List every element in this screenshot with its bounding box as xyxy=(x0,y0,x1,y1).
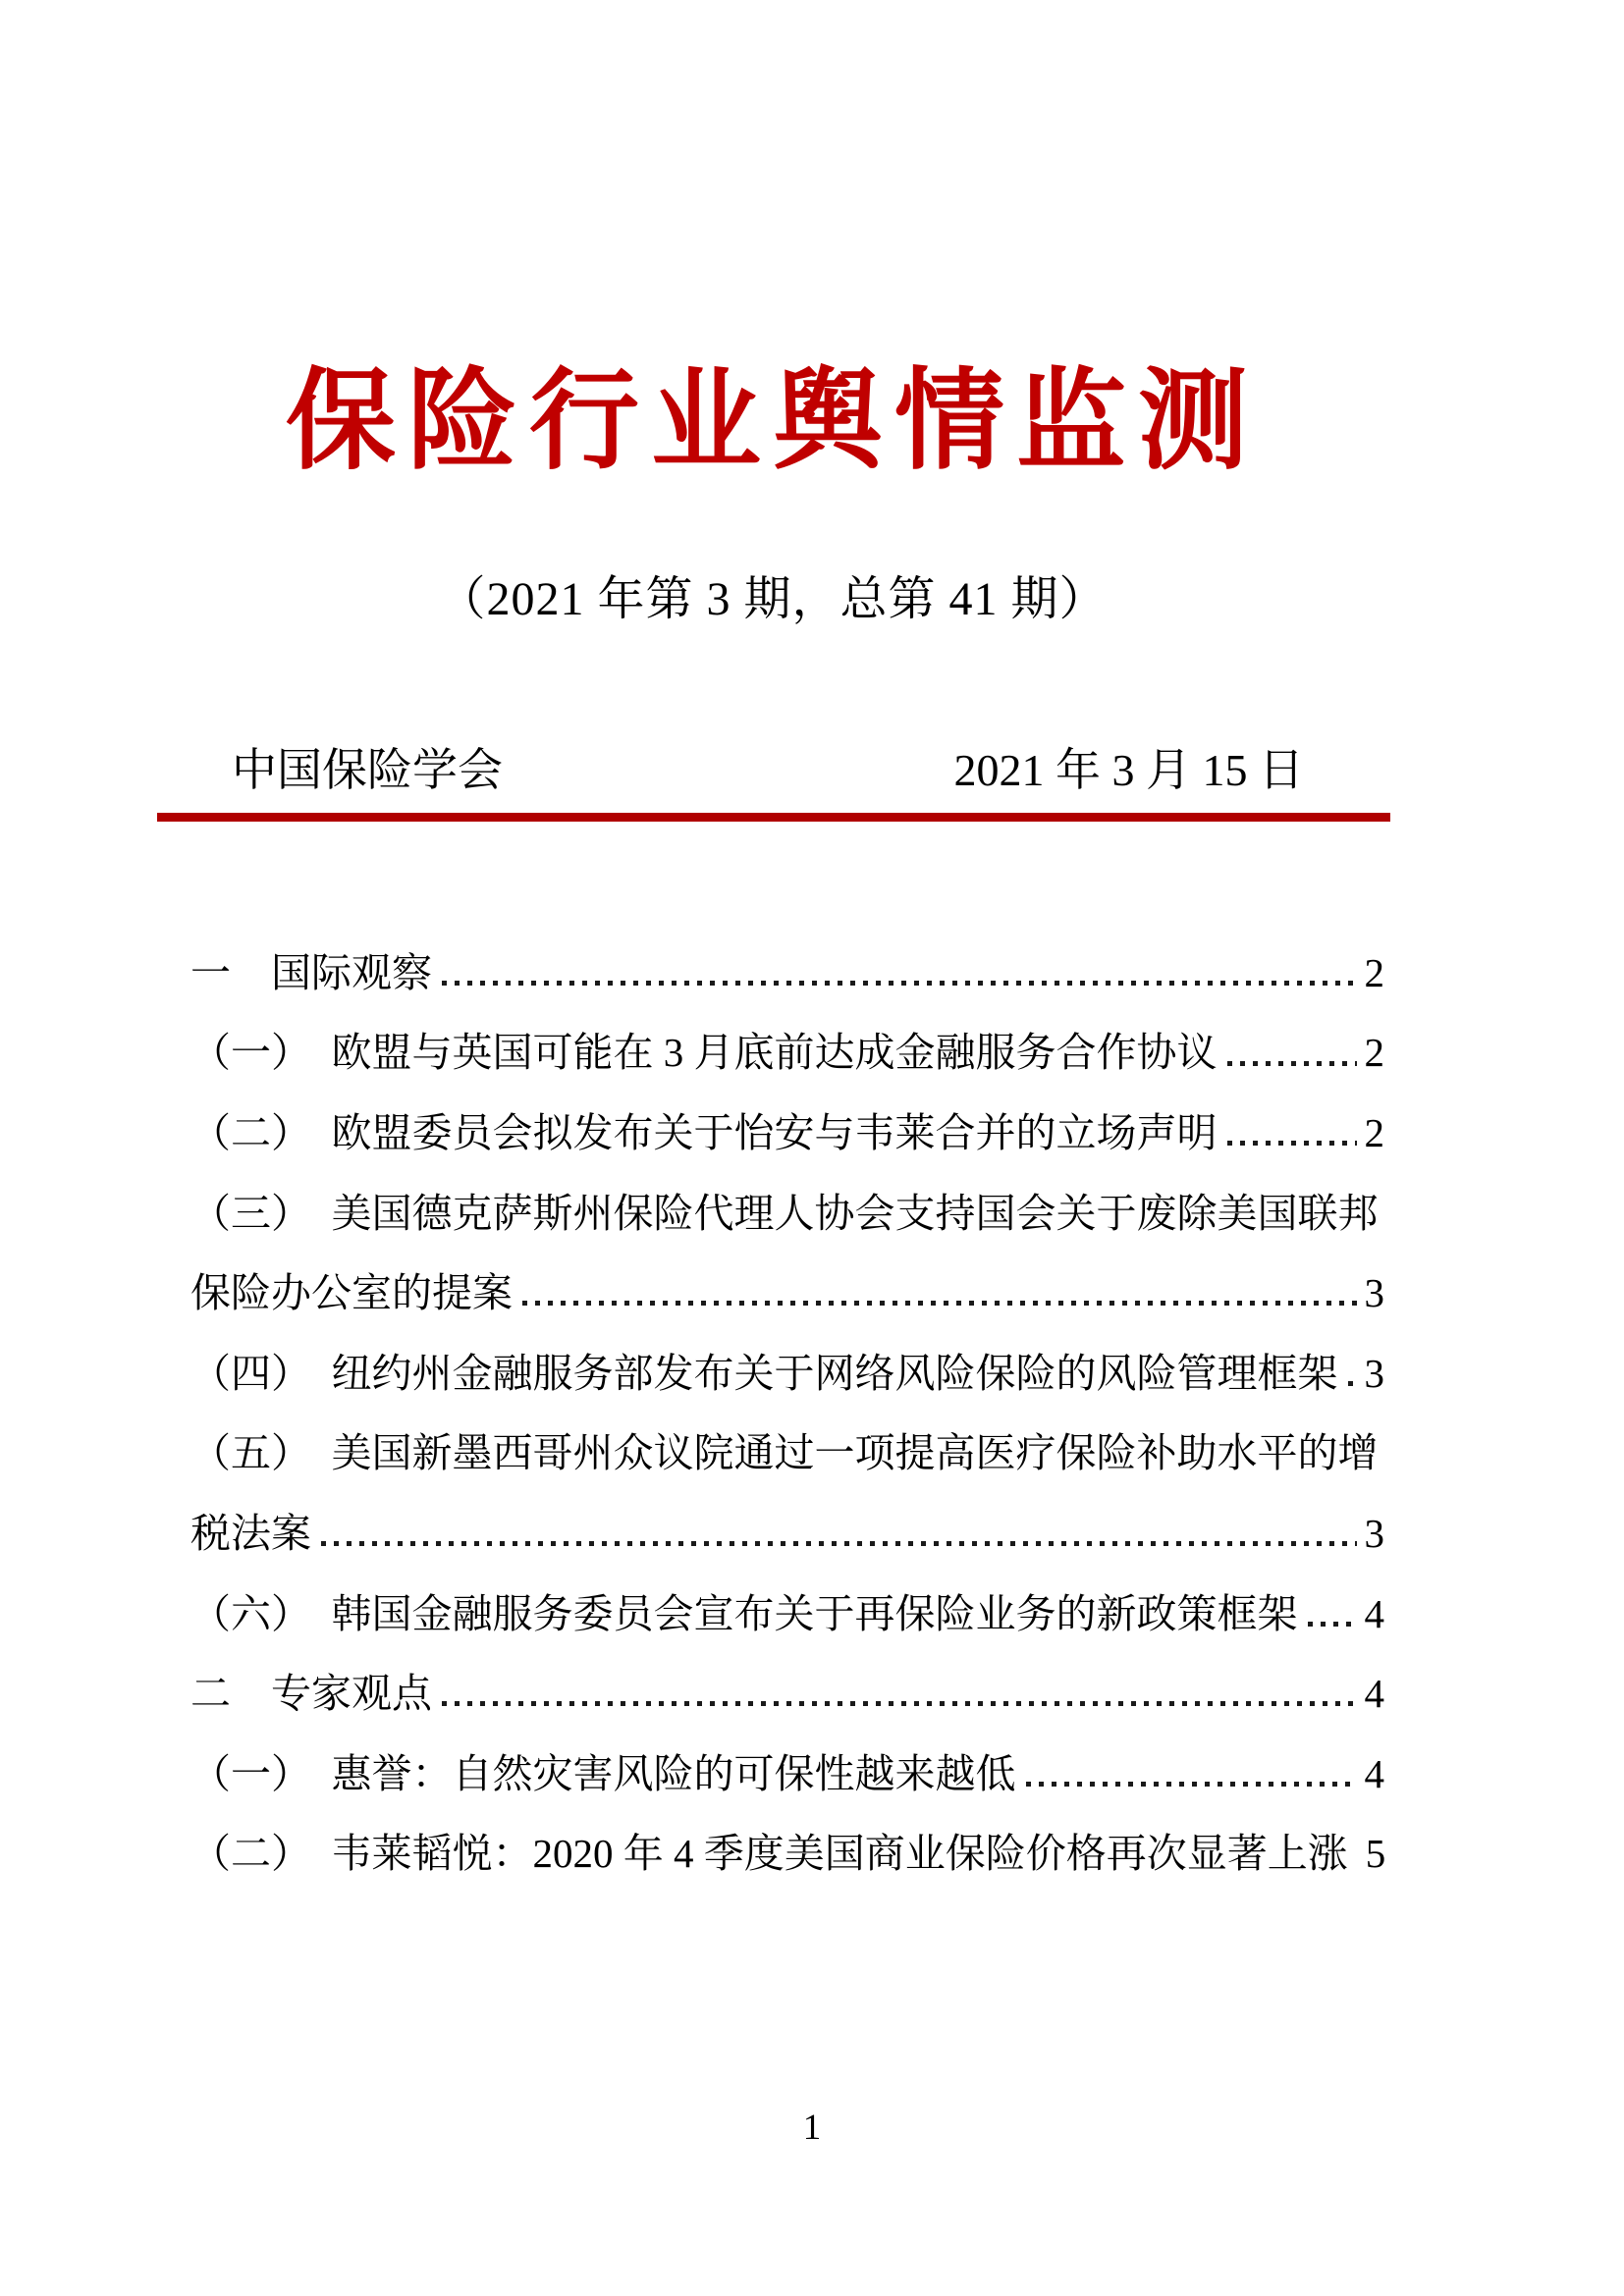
toc-entry-text: （一） 惠誉：自然灾害风险的可保性越来越低 xyxy=(190,1750,1016,1796)
toc-page-number: 2 xyxy=(1364,1030,1384,1076)
toc-entry-text: 二 专家观点 xyxy=(190,1671,432,1717)
table-of-contents xyxy=(190,916,1384,1877)
footer-page-number: 1 xyxy=(802,2108,822,2148)
toc-page-number: 4 xyxy=(1364,1750,1384,1796)
toc-page-number: 3 xyxy=(1364,1270,1384,1316)
toc-entry-text: （三） 美国德克萨斯州保险代理人协会支持国会关于废除美国联邦 xyxy=(190,1190,1379,1236)
toc-page-number: 3 xyxy=(1364,1350,1384,1396)
organization-name: 中国保险学会 xyxy=(232,745,503,796)
toc-page-number: 2 xyxy=(1364,949,1384,995)
toc-leader-dots xyxy=(1026,1782,1357,1787)
toc-entry-text: （二） 韦莱韬悦：2020 年 4 季度美国商业保险价格再次显著上涨 xyxy=(190,1831,1348,1877)
toc-leader-dots xyxy=(1348,1381,1357,1386)
toc-entry-text: （六） 韩国金融服务委员会宣布关于再保险业务的新政策框架 xyxy=(190,1590,1298,1636)
toc-entry-text: （四） 纽约州金融服务部发布关于网络风险保险的风险管理框架 xyxy=(190,1350,1338,1396)
toc-row xyxy=(190,1156,1384,1237)
publisher-row xyxy=(157,745,1388,797)
toc-row xyxy=(190,1316,1384,1397)
toc-entry-text: 保险办公室的提案 xyxy=(190,1270,513,1316)
publish-date: 2021 年 3 月 15 日 xyxy=(953,745,1304,796)
page-title: 保险行业舆情监测 xyxy=(286,361,1260,483)
toc-row xyxy=(190,1077,1384,1157)
toc-row xyxy=(190,996,1384,1077)
toc-leader-dots xyxy=(442,981,1357,986)
toc-row xyxy=(190,1237,1384,1317)
toc-leader-dots xyxy=(522,1301,1357,1306)
toc-row xyxy=(190,1557,1384,1637)
toc-row xyxy=(190,1717,1384,1797)
toc-leader-dots xyxy=(442,1701,1357,1706)
toc-entry-text: （一） 欧盟与英国可能在 3 月底前达成金融服务合作协议 xyxy=(190,1030,1218,1076)
issue-line: （2021 年第 3 期，总第 41 期） xyxy=(438,573,1108,626)
toc-page-number: 3 xyxy=(1364,1510,1384,1556)
header-rule-divider xyxy=(157,813,1390,822)
toc-row xyxy=(190,1637,1384,1718)
toc-row xyxy=(190,1397,1384,1477)
toc-leader-dots xyxy=(1227,1061,1357,1066)
toc-row xyxy=(190,916,1384,996)
toc-row xyxy=(190,1476,1384,1557)
toc-page-number: 2 xyxy=(1364,1109,1384,1155)
toc-entry-text: （二） 欧盟委员会拟发布关于怡安与韦莱合并的立场声明 xyxy=(190,1109,1218,1155)
toc-page-number: 4 xyxy=(1364,1671,1384,1717)
toc-leader-dots xyxy=(321,1541,1357,1546)
toc-leader-dots xyxy=(1308,1622,1357,1627)
toc-page-number: 5 xyxy=(1365,1831,1386,1877)
toc-entry-text: 一 国际观察 xyxy=(190,949,432,995)
toc-entry-text: 税法案 xyxy=(190,1510,311,1556)
toc-row xyxy=(190,1797,1384,1878)
toc-entry-text: （五） 美国新墨西哥州众议院通过一项提高医疗保险补助水平的增 xyxy=(190,1430,1379,1476)
toc-leader-dots xyxy=(1227,1141,1357,1146)
toc-page-number: 4 xyxy=(1364,1590,1384,1636)
